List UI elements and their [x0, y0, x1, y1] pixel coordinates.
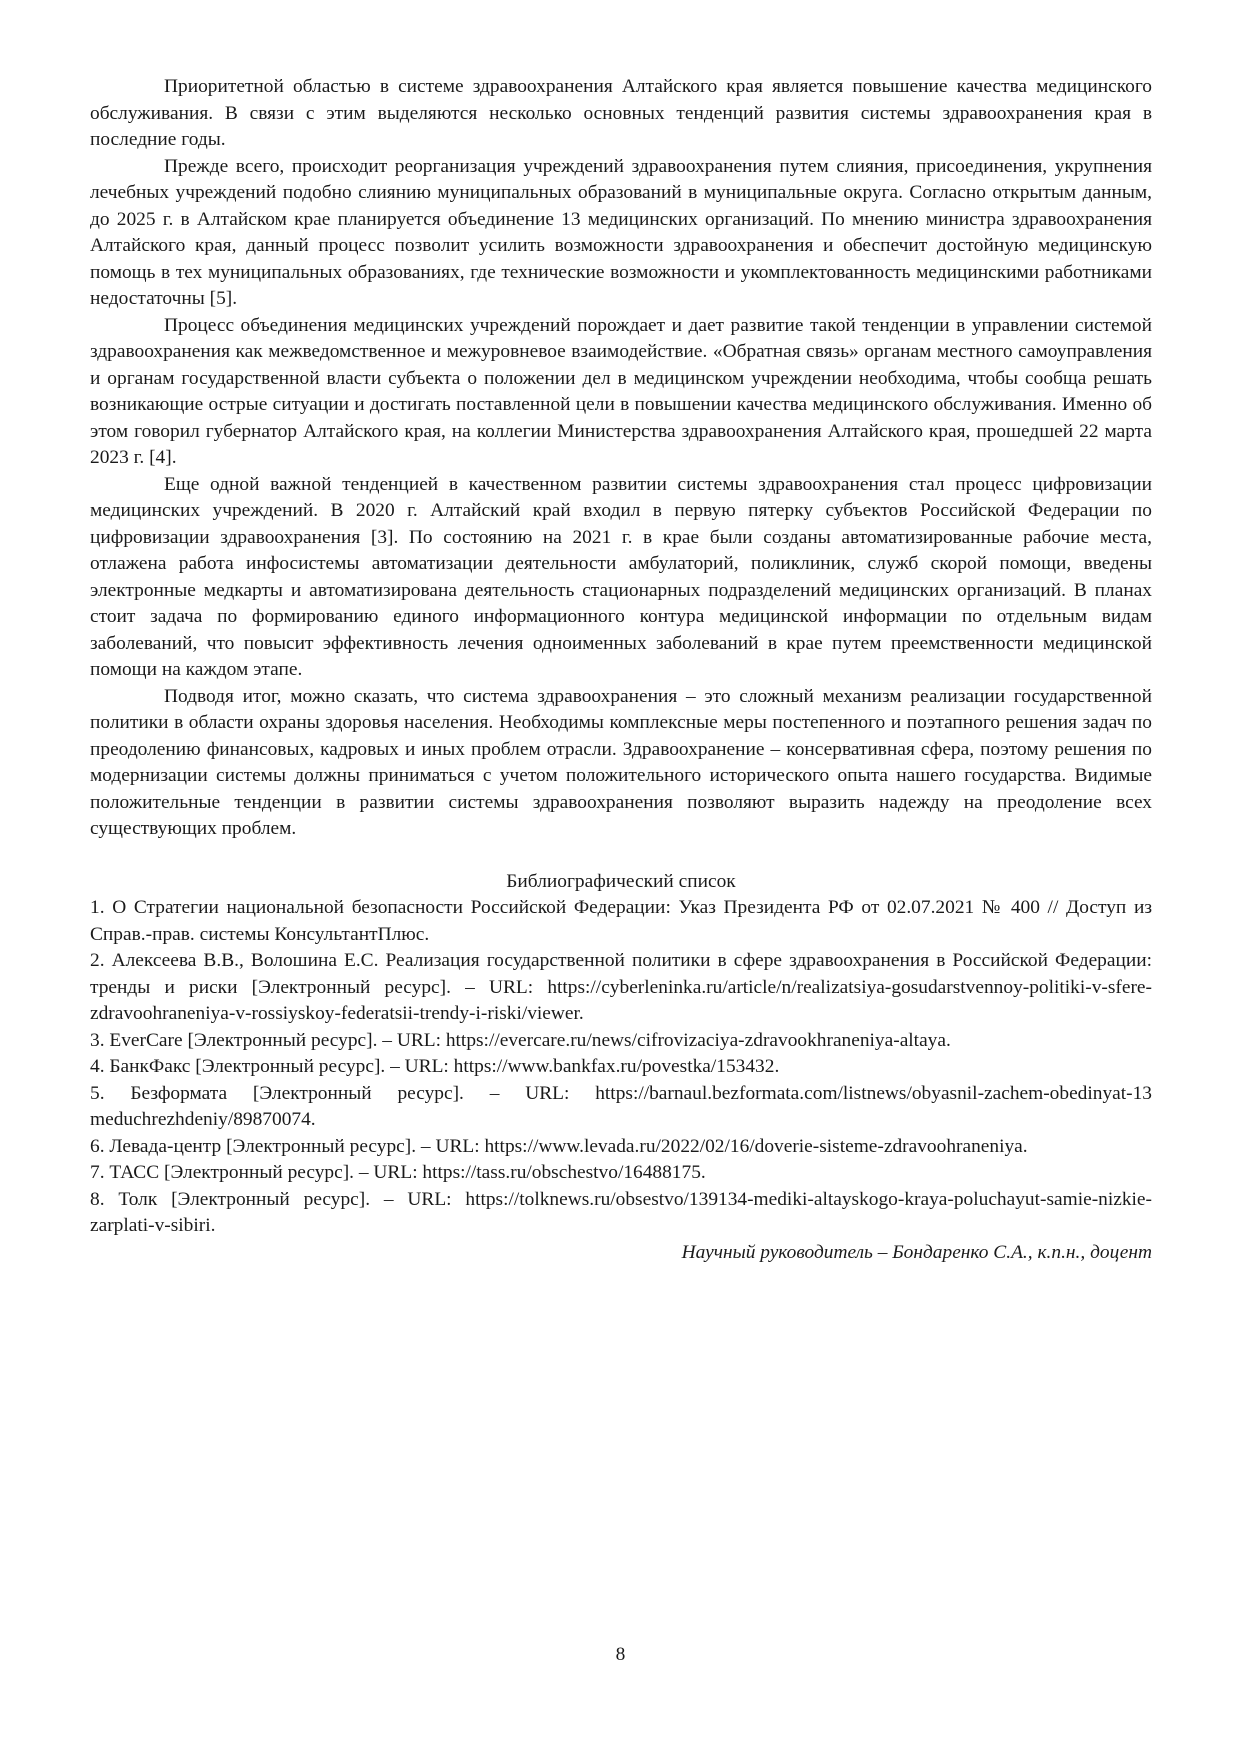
paragraph-conclusion: Подводя итог, можно сказать, что система здравоохранения – это сложный механизм реализации государственной политики в области охраны здоровья населения. Необходимы комплексные меры постепенного и поэтапного решения задач по преодолению финансовых, кадровых и иных проблем отрасли. Здравоохранение – консервативная сфера, поэтому решения по модернизации системы должны приниматься с учетом положительного исторического опыта нашего государства. Видимые положительные тенденции в развитии системы здравоохранения позволяют выразить надежду на преодоление всех существующих проблем.: [90, 685, 1152, 839]
bibliography-item: 3. EverCare [Электронный ресурс]. – URL: https://evercare.ru/news/cifrovizaciya-zdravookhraneniya-altaya.: [90, 1029, 951, 1051]
bibliography-title: Библиографический список: [506, 870, 736, 892]
bibliography-item: 8. Толк [Электронный ресурс]. – URL: https://tolknews.ru/obsestvo/139134-mediki-altayskogo-kraya-poluchayut-samie-nizkie-zarplati-v-sibiri.: [90, 1188, 1152, 1236]
bibliography-item: 1. О Стратегии национальной безопасности Российской Федерации: Указ Президента РФ от 02.07.2021 № 400 // Доступ из Справ.-прав. системы КонсультантПлюс.: [90, 897, 1152, 945]
bibliography-list: [90, 895, 1152, 1240]
paragraph-digitalization: Еще одной важной тенденцией в качественном развитии системы здравоохранения стал процесс цифровизации медицинских учреждений. В 2020 г. Алтайский край входил в первую пятерку субъектов Российской Федерации по цифровизации здравоохранения [3]. По состоянию на 2021 г. в крае были созданы автоматизированные рабочие места, отлажена работа инфосистемы автоматизации деятельности амбулаторий, поликлиник, служб скорой помощи, введены электронные медкарты и автоматизирована деятельность стационарных подразделений медицинских организаций. В планах стоит задача по формированию единого информационного контура медицинской информации по отдельным видам заболеваний, что повысит эффективность лечения одноименных заболеваний в крае путем преемственности медицинской помощи на каждом этапе.: [90, 473, 1152, 680]
page-number: 8: [615, 1644, 626, 1665]
document-page: [90, 74, 1152, 1266]
bibliography-item: 7. ТАСС [Электронный ресурс]. – URL: https://tass.ru/obschestvo/16488175.: [90, 1162, 706, 1183]
bibliography-item: 5. Безформата [Электронный ресурс]. – URL: https://barnaul.bezformata.com/listnews/obyasnil-zachem-obedinyat-13 meduchrezhdeniy/89870074.: [90, 1082, 1152, 1130]
supervisor-signature: Научный руководитель – Бондаренко С.А., к.п.н., доцент: [681, 1241, 1152, 1263]
bibliography-item: 4. БанкФакс [Электронный ресурс]. – URL: https://www.bankfax.ru/povestka/153432.: [90, 1056, 780, 1077]
paragraph-reorganization: Прежде всего, происходит реорганизация учреждений здравоохранения путем слияния, присоединения, укрупнения лечебных учреждений подобно слиянию муниципальных образований в муниципальные округа. Согласно открытым данным, до 2025 г. в Алтайском крае планируется объединение 13 медицинских организаций. По мнению министра здравоохранения Алтайского края, данный процесс позволит усилить возможности здравоохранения и обеспечит достойную медицинскую помощь в тех муниципальных образованиях, где технические возможности и укомплектованность медицинскими работниками недостаточны [5].: [90, 155, 1152, 309]
bibliography-item: 2. Алексеева В.В., Волошина Е.С. Реализация государственной политики в сфере здравоохранения в Российской Федерации: тренды и риски [Электронный ресурс]. – URL: https://cyberleninka.ru/article/n/realizatsiya-gosudarstvennoy-politiki-v-sfere-zdravoohraneniya-v-rossiyskoy-federatsii-trendy-i-riski/viewer.: [90, 950, 1152, 1024]
bibliography-item: 6. Левада-центр [Электронный ресурс]. – URL: https://www.levada.ru/2022/02/16/doverie-sisteme-zdravoohraneniya.: [90, 1135, 1028, 1157]
paragraph-intro: Приоритетной областью в системе здравоохранения Алтайского края является повышение качества медицинского обслуживания. В связи с этим выделяются несколько основных тенденций развития системы здравоохранения края в последние годы.: [90, 76, 1152, 150]
paragraph-interaction: Процесс объединения медицинских учреждений порождает и дает развитие такой тенденции в управлении системой здравоохранения как межведомственное и межуровневое взаимодействие. «Обратная связь» органам местного самоуправления и органам государственной власти субъекта о положении дел в медицинском учреждении необходима, чтобы сообща решать возникающие острые ситуации и достигать поставленной цели в повышении качества медицинского обслуживания. Именно об этом говорил губернатор Алтайского края, на коллегии Министерства здравоохранения Алтайского края, прошедшей 22 марта 2023 г. [4].: [90, 314, 1152, 468]
